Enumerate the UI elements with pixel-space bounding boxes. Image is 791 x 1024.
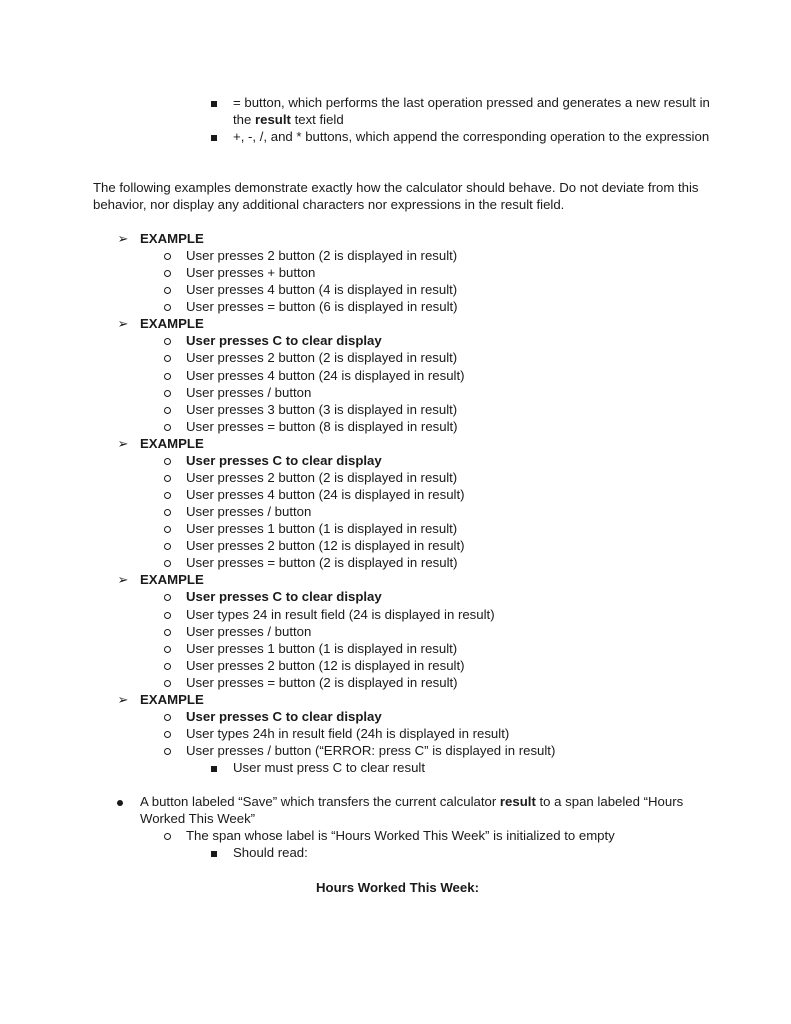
- arrow-bullet-icon: ➢: [117, 691, 129, 707]
- circle-bullet-icon: [158, 452, 176, 469]
- arrow-bullet-icon: ➢: [117, 572, 129, 588]
- circle-bullet-icon: [158, 349, 176, 366]
- example-step: User presses 1 button (1 is displayed in result): [186, 521, 458, 537]
- example-step: User presses = button (6 is displayed in result): [186, 299, 458, 315]
- arrow-bullet-icon: ➢: [117, 435, 129, 451]
- circle-bullet-icon: [158, 401, 176, 418]
- circle-bullet-icon: [158, 657, 176, 674]
- example-step: User presses 2 button (12 is displayed in result): [186, 538, 465, 554]
- example-substep: User must press C to clear result: [233, 760, 426, 776]
- circle-bullet-icon: [158, 742, 176, 759]
- square-bullet-icon: [205, 844, 223, 861]
- example-heading: EXAMPLE: [140, 572, 204, 588]
- example-heading: EXAMPLE: [140, 435, 204, 451]
- example-step: User types 24 in result field (24 is displayed in result): [186, 606, 495, 622]
- circle-bullet-icon: [158, 264, 176, 281]
- example-step: User presses C to clear display: [186, 589, 382, 605]
- example-step: User types 24h in result field (24h is displayed in result): [186, 726, 510, 742]
- arrow-bullet-icon: ➢: [117, 231, 129, 246]
- circle-bullet-icon: [158, 367, 176, 384]
- example-heading: EXAMPLE: [140, 231, 204, 246]
- example-heading: EXAMPLE: [140, 316, 204, 332]
- circle-bullet-icon: [158, 332, 176, 349]
- intro-line-1: The following examples demonstrate exactly how the calculator should behave. Do not deviate from this: [93, 180, 699, 195]
- example-step: User presses 4 button (24 is displayed in result): [186, 487, 465, 503]
- example-step: User presses 1 button (1 is displayed in result): [186, 640, 458, 656]
- circle-bullet-icon: [158, 640, 176, 657]
- disc-bullet-icon: [111, 793, 129, 810]
- list-item-equals-button-cont: [233, 111, 344, 128]
- circle-bullet-icon: [158, 674, 176, 691]
- circle-bullet-icon: [158, 469, 176, 486]
- example-step: User presses C to clear display: [186, 452, 382, 468]
- list-item-equals-button: = button, which performs the last operation pressed and generates a new result in: [233, 95, 710, 110]
- text: A button labeled “Save” which transfers the current calculator: [140, 794, 500, 809]
- span-initialized-note: The span whose label is “Hours Worked This Week” is initialized to empty: [186, 828, 615, 843]
- example-step: User presses 4 button (24 is displayed in result): [186, 367, 465, 383]
- example-step: User presses 3 button (3 is displayed in result): [186, 401, 458, 417]
- circle-bullet-icon: [158, 520, 176, 537]
- example-step: User presses / button (“ERROR: press C” is displayed in result): [186, 743, 556, 759]
- example-step: User presses / button: [186, 623, 312, 639]
- text: text field: [290, 112, 344, 127]
- circle-bullet-icon: [158, 298, 176, 315]
- intro-line-2: behavior, nor display any additional characters nor expressions in the result field.: [93, 197, 565, 212]
- square-bullet-icon: [205, 94, 223, 111]
- save-button-description-cont: Worked This Week”: [140, 811, 256, 826]
- example-step: User presses C to clear display: [186, 333, 382, 349]
- list-item-operator-buttons: +, -, /, and * buttons, which append the corresponding operation to the expression: [233, 129, 710, 144]
- should-read-label: Should read:: [233, 845, 308, 860]
- circle-bullet-icon: [158, 537, 176, 554]
- circle-bullet-icon: [158, 725, 176, 742]
- example-step: User presses 2 button (2 is displayed in result): [186, 469, 458, 485]
- example-step: User presses C to clear display: [186, 708, 382, 724]
- hours-worked-title: Hours Worked This Week:: [316, 880, 479, 895]
- example-step: User presses + button: [186, 265, 316, 281]
- example-step: User presses / button: [186, 384, 312, 400]
- example-step: User presses 2 button (2 is displayed in result): [186, 248, 458, 264]
- example-step: User presses 2 button (2 is displayed in result): [186, 350, 458, 366]
- example-step: User presses 2 button (12 is displayed in result): [186, 657, 465, 673]
- save-button-description: [140, 793, 683, 810]
- example-heading: EXAMPLE: [140, 691, 204, 707]
- circle-bullet-icon: [158, 708, 176, 725]
- circle-bullet-icon: [158, 606, 176, 623]
- arrow-bullet-icon: ➢: [117, 316, 129, 332]
- example-step: User presses = button (8 is displayed in result): [186, 418, 458, 434]
- text: to a span labeled “Hours: [535, 794, 684, 809]
- text: the: [233, 112, 255, 127]
- circle-bullet-icon: [158, 503, 176, 520]
- circle-bullet-icon: [158, 827, 176, 844]
- square-bullet-icon: [205, 128, 223, 145]
- circle-bullet-icon: [158, 486, 176, 503]
- circle-bullet-icon: [158, 623, 176, 640]
- square-bullet-icon: [205, 759, 223, 776]
- circle-bullet-icon: [158, 554, 176, 571]
- example-step: User presses 4 button (4 is displayed in result): [186, 282, 458, 298]
- example-step: User presses = button (2 is displayed in result): [186, 674, 458, 690]
- example-step: User presses = button (2 is displayed in result): [186, 555, 458, 571]
- bold-result: result: [499, 794, 536, 809]
- circle-bullet-icon: [158, 247, 176, 264]
- example-step: User presses / button: [186, 504, 312, 520]
- bold-result: result: [255, 112, 291, 127]
- circle-bullet-icon: [158, 384, 176, 401]
- circle-bullet-icon: [158, 588, 176, 605]
- circle-bullet-icon: [158, 418, 176, 435]
- circle-bullet-icon: [158, 281, 176, 298]
